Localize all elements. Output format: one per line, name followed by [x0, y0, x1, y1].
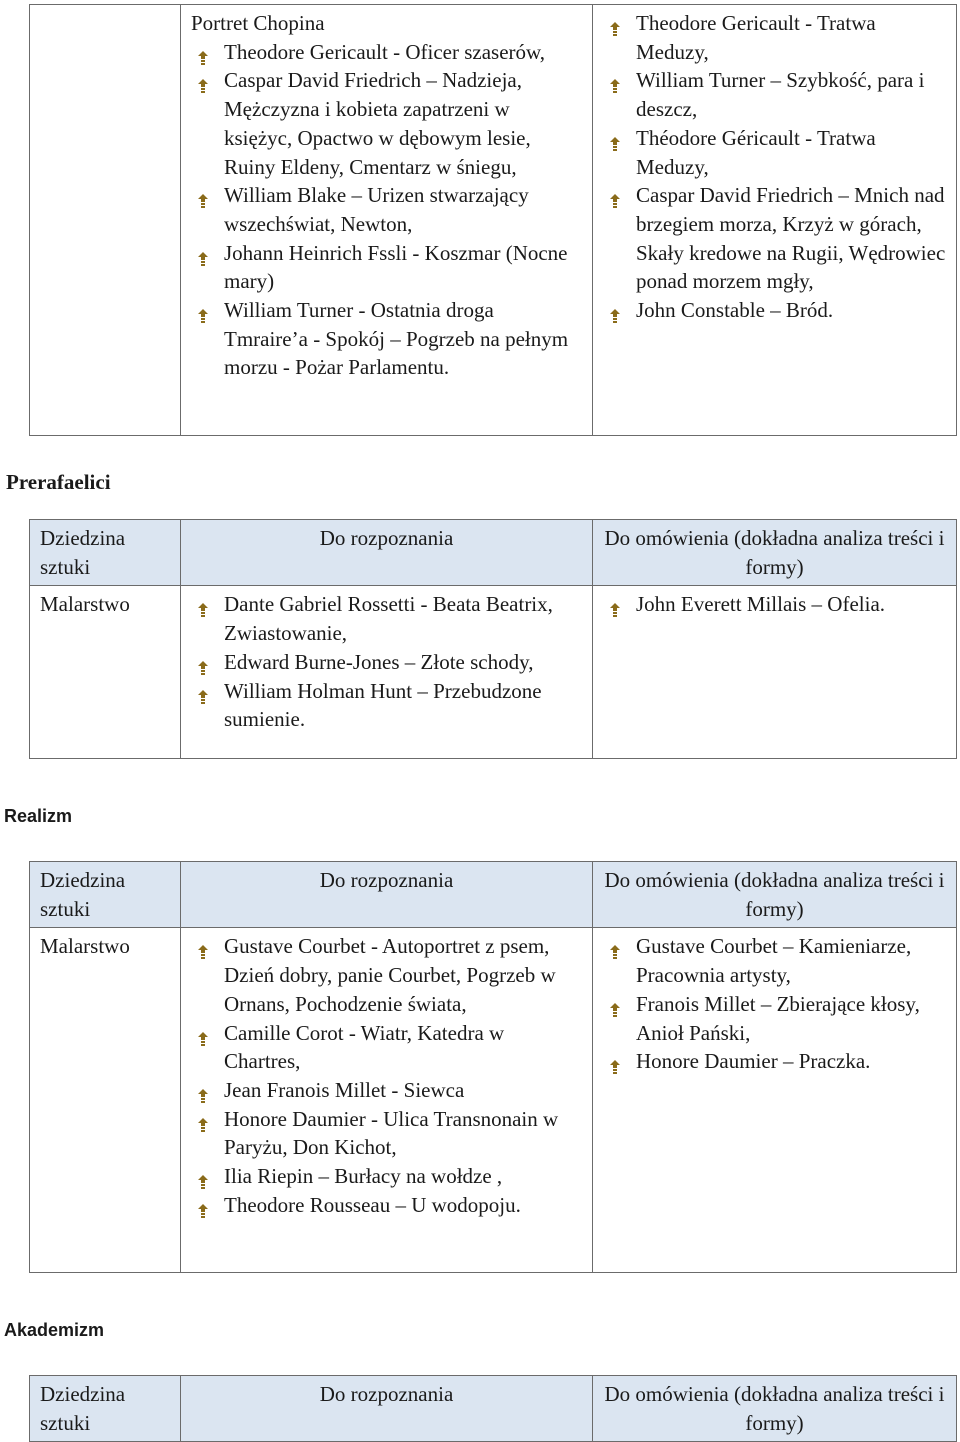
list-item-text: John Everett Millais – Ofelia. — [636, 592, 886, 617]
header-rozpoznania: Do rozpoznania — [181, 1376, 593, 1442]
arrow-bullet-icon — [607, 1054, 623, 1070]
list-item-text: Gustave Courbet – Kamieniarze, Pracownia artysty, — [636, 934, 912, 988]
arrow-bullet-icon — [607, 997, 623, 1013]
arrow-bullet-icon — [607, 188, 623, 204]
list-item-text: John Constable – Bród. — [636, 298, 834, 323]
list-item — [191, 66, 582, 181]
list-item — [191, 296, 582, 382]
arrow-bullet-icon — [607, 303, 623, 319]
omowienia-list — [603, 932, 946, 1076]
list-item-text: William Holman Hunt – Przebudzone sumienie. — [224, 678, 542, 732]
list-item-text: Ilia Riepin – Burłacy na wołdze , — [224, 1164, 503, 1189]
arrow-bullet-icon — [195, 1112, 211, 1128]
akademizm-table — [29, 1375, 957, 1442]
arrow-bullet-icon — [607, 939, 623, 955]
list-item — [603, 9, 946, 66]
list-item-text: Gustave Courbet - Autoportret z psem, Dzień dobry, panie Courbet, Pogrzeb w Ornans, Pochodzenie świata, — [224, 934, 556, 1016]
rozpoznania-cell — [181, 586, 593, 759]
list-item-text: Theodore Rousseau – U wodopoju. — [224, 1192, 521, 1217]
arrow-bullet-icon — [607, 131, 623, 147]
list-item — [603, 590, 946, 619]
list-item-text: Camille Corot - Wiatr, Katedra w Chartres, — [224, 1020, 505, 1074]
list-item — [603, 932, 946, 989]
list-item-plain: Portret Chopina — [191, 11, 325, 35]
section-title-prerafaelici: Prerafaelici — [6, 470, 111, 494]
arrow-bullet-icon — [195, 684, 211, 700]
section-title-realizm: Realizm — [4, 806, 73, 826]
list-item — [191, 1162, 582, 1191]
header-rozpoznania: Do rozpoznania — [181, 520, 593, 586]
omowienia-list — [603, 9, 946, 325]
header-dziedzina: Dziedzina sztuki — [30, 520, 181, 586]
header-dziedzina: Dziedzina sztuki — [30, 1376, 181, 1442]
list-item — [191, 38, 582, 67]
list-item — [191, 648, 582, 677]
realizm-table — [29, 861, 957, 1273]
list-item — [191, 932, 582, 1018]
arrow-bullet-icon — [195, 1026, 211, 1042]
arrow-bullet-icon — [195, 246, 211, 262]
arrow-bullet-icon — [195, 597, 211, 613]
prerafaelici-table — [29, 519, 957, 759]
list-item-text: Jean Franois Millet - Siewca — [224, 1077, 465, 1102]
arrow-bullet-icon — [607, 597, 623, 613]
arrow-bullet-icon — [607, 16, 623, 32]
list-item — [603, 181, 946, 296]
list-item — [603, 990, 946, 1047]
table-row — [30, 928, 957, 1273]
list-item-text: Franois Millet – Zbierające kłosy, Anioł Pański, — [636, 991, 920, 1045]
table-header-row — [30, 520, 957, 586]
list-item-text: Caspar David Friedrich – Mnich nad brzegiem morza, Krzyż w górach, Skały kredowe na Rugii, Wędrowiec ponad morzem mgły, — [636, 183, 946, 294]
list-item — [191, 677, 582, 734]
list-item — [603, 124, 946, 181]
list-item — [603, 1047, 946, 1076]
header-omowienia: Do omówienia (dokładna analiza treści i formy) — [593, 1376, 957, 1442]
rozpoznania-list — [191, 932, 582, 1219]
list-item — [191, 1191, 582, 1220]
list-item — [191, 1076, 582, 1105]
header-omowienia: Do omówienia (dokładna analiza treści i formy) — [593, 862, 957, 928]
table-row — [30, 586, 957, 759]
list-item — [603, 296, 946, 325]
rozpoznania-list — [191, 38, 582, 382]
dziedzina-cell: Malarstwo — [30, 928, 181, 1273]
arrow-bullet-icon — [195, 73, 211, 89]
list-item-text: Honore Daumier - Ulica Transnonain w Paryżu, Don Kichot, — [224, 1106, 559, 1160]
omowienia-cell — [593, 586, 957, 759]
rozpoznania-cell — [181, 928, 593, 1273]
list-item-text: Theodore Gericault - Oficer szaserów, — [224, 39, 546, 64]
header-dziedzina: Dziedzina sztuki — [30, 862, 181, 928]
list-item-text: Honore Daumier – Praczka. — [636, 1049, 871, 1074]
omowienia-cell — [593, 5, 957, 436]
arrow-bullet-icon — [195, 1169, 211, 1185]
arrow-bullet-icon — [195, 655, 211, 671]
list-item — [191, 1019, 582, 1076]
list-item — [603, 66, 946, 123]
header-rozpoznania: Do rozpoznania — [181, 862, 593, 928]
omowienia-cell — [593, 928, 957, 1273]
list-item-text: Johann Heinrich Fssli - Koszmar (Nocne mary) — [224, 240, 568, 294]
list-item-text: Caspar David Friedrich – Nadzieja, Mężczyzna i kobieta zapatrzeni w księżyc, Opactwo w dębowym lesie, Ruiny Eldeny, Cmentarz w śniegu, — [224, 68, 531, 179]
romanticism-continuation-table — [29, 4, 957, 436]
list-item-text: Dante Gabriel Rossetti - Beata Beatrix, Zwiastowanie, — [224, 592, 553, 646]
dziedzina-cell — [30, 5, 181, 436]
table-header-row — [30, 1376, 957, 1442]
arrow-bullet-icon — [607, 73, 623, 89]
list-item — [191, 590, 582, 647]
arrow-bullet-icon — [195, 1198, 211, 1214]
arrow-bullet-icon — [195, 303, 211, 319]
list-item-text: Théodore Géricault - Tratwa Meduzy, — [636, 125, 876, 179]
table-row — [30, 5, 957, 436]
list-item-text: William Blake – Urizen stwarzający wszechświat, Newton, — [224, 183, 529, 236]
rozpoznania-cell — [181, 5, 593, 436]
list-item-text: William Turner – Szybkość, para i deszcz, — [636, 68, 925, 122]
header-omowienia: Do omówienia (dokładna analiza treści i formy) — [593, 520, 957, 586]
arrow-bullet-icon — [195, 45, 211, 61]
rozpoznania-list — [191, 590, 582, 734]
section-title-akademizm: Akademizm — [4, 1320, 105, 1340]
arrow-bullet-icon — [195, 1083, 211, 1099]
list-item — [191, 181, 582, 238]
arrow-bullet-icon — [195, 939, 211, 955]
table-header-row — [30, 862, 957, 928]
list-item-text: Theodore Gericault - Tratwa Meduzy, — [636, 11, 876, 64]
list-item — [191, 1105, 582, 1162]
list-item-text: Edward Burne-Jones – Złote schody, — [224, 649, 534, 674]
list-item-text: William Turner - Ostatnia droga Tmraire’a - Spokój – Pogrzeb na pełnym morzu - Pożar Parlamentu. — [224, 298, 569, 380]
omowienia-list — [603, 590, 946, 619]
dziedzina-cell: Malarstwo — [30, 586, 181, 759]
arrow-bullet-icon — [195, 188, 211, 204]
list-item — [191, 239, 582, 296]
